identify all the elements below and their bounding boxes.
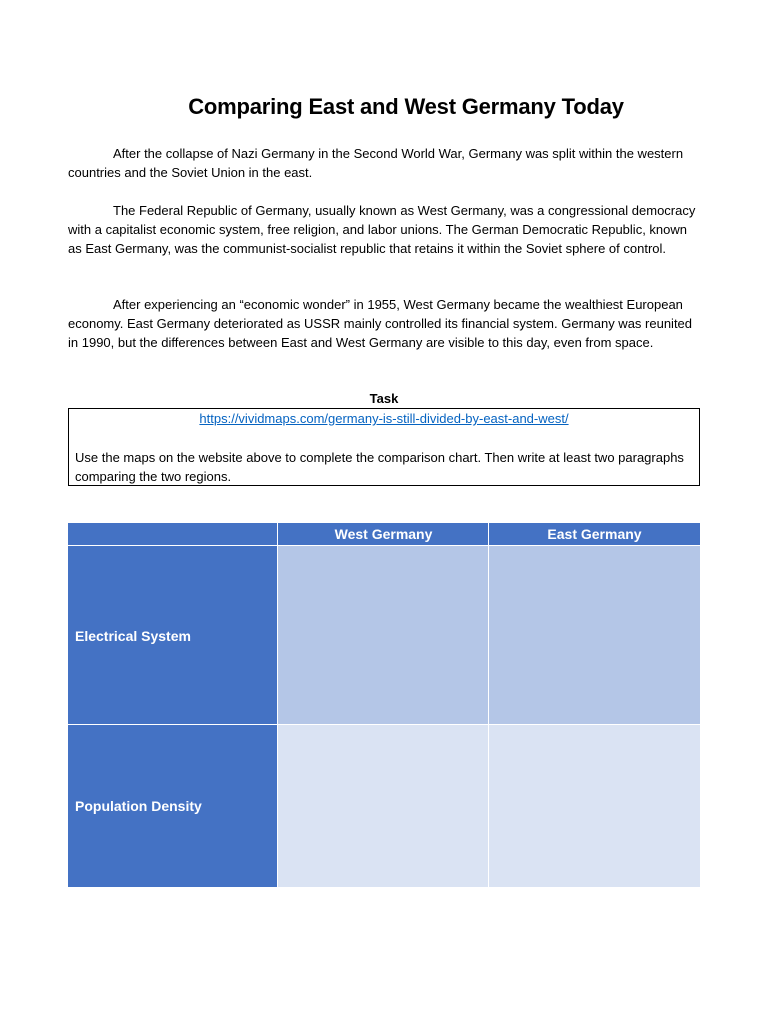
row-label-text: Electrical System [75, 627, 191, 644]
cell-electrical-west[interactable] [278, 546, 489, 725]
row-label-electrical-system [68, 546, 278, 725]
grid-line [68, 724, 700, 725]
header-empty-cell [68, 523, 278, 546]
comparison-chart [68, 523, 700, 887]
row-label-population-density [68, 725, 278, 887]
cell-electrical-east[interactable] [489, 546, 700, 725]
page-title: Comparing East and West Germany Today [188, 94, 624, 119]
intro-paragraph-2: The Federal Republic of Germany, usually known as West Germany, was a congressional democracy with a capitalist economic system, free religion, and labor unions. The German Democratic Republic, known as East Germany, was the communist-socialist republic that retains it within the Soviet sphere of control. [68, 203, 696, 256]
header-west-germany: West Germany [278, 523, 489, 546]
header-east-germany: East Germany [489, 523, 700, 546]
cell-population-east[interactable] [489, 725, 700, 887]
intro-paragraph-1: After the collapse of Nazi Germany in the Second World War, Germany was split within the western countries and the Soviet Union in the east. [68, 146, 684, 180]
vividmaps-link[interactable]: https://vividmaps.com/germany-is-still-divided-by-east-and-west/ [199, 411, 569, 426]
grid-line [488, 523, 489, 887]
grid-line [68, 545, 700, 546]
grid-line [277, 523, 278, 887]
intro-paragraph-3: After experiencing an “economic wonder” in 1955, West Germany became the wealthiest European economy. East Germany deteriorated as USSR mainly controlled its financial system. Germany was reunited in 1990, but the differences between East and West Germany are visible to this day, even from space. [68, 297, 693, 350]
row-label-text: Population Density [75, 798, 202, 814]
task-box [68, 408, 700, 486]
cell-population-west[interactable] [278, 725, 489, 887]
task-heading: Task [369, 391, 399, 406]
task-instructions: Use the maps on the website above to complete the comparison chart. Then write at least two paragraphs comparing the two regions. [75, 450, 684, 484]
